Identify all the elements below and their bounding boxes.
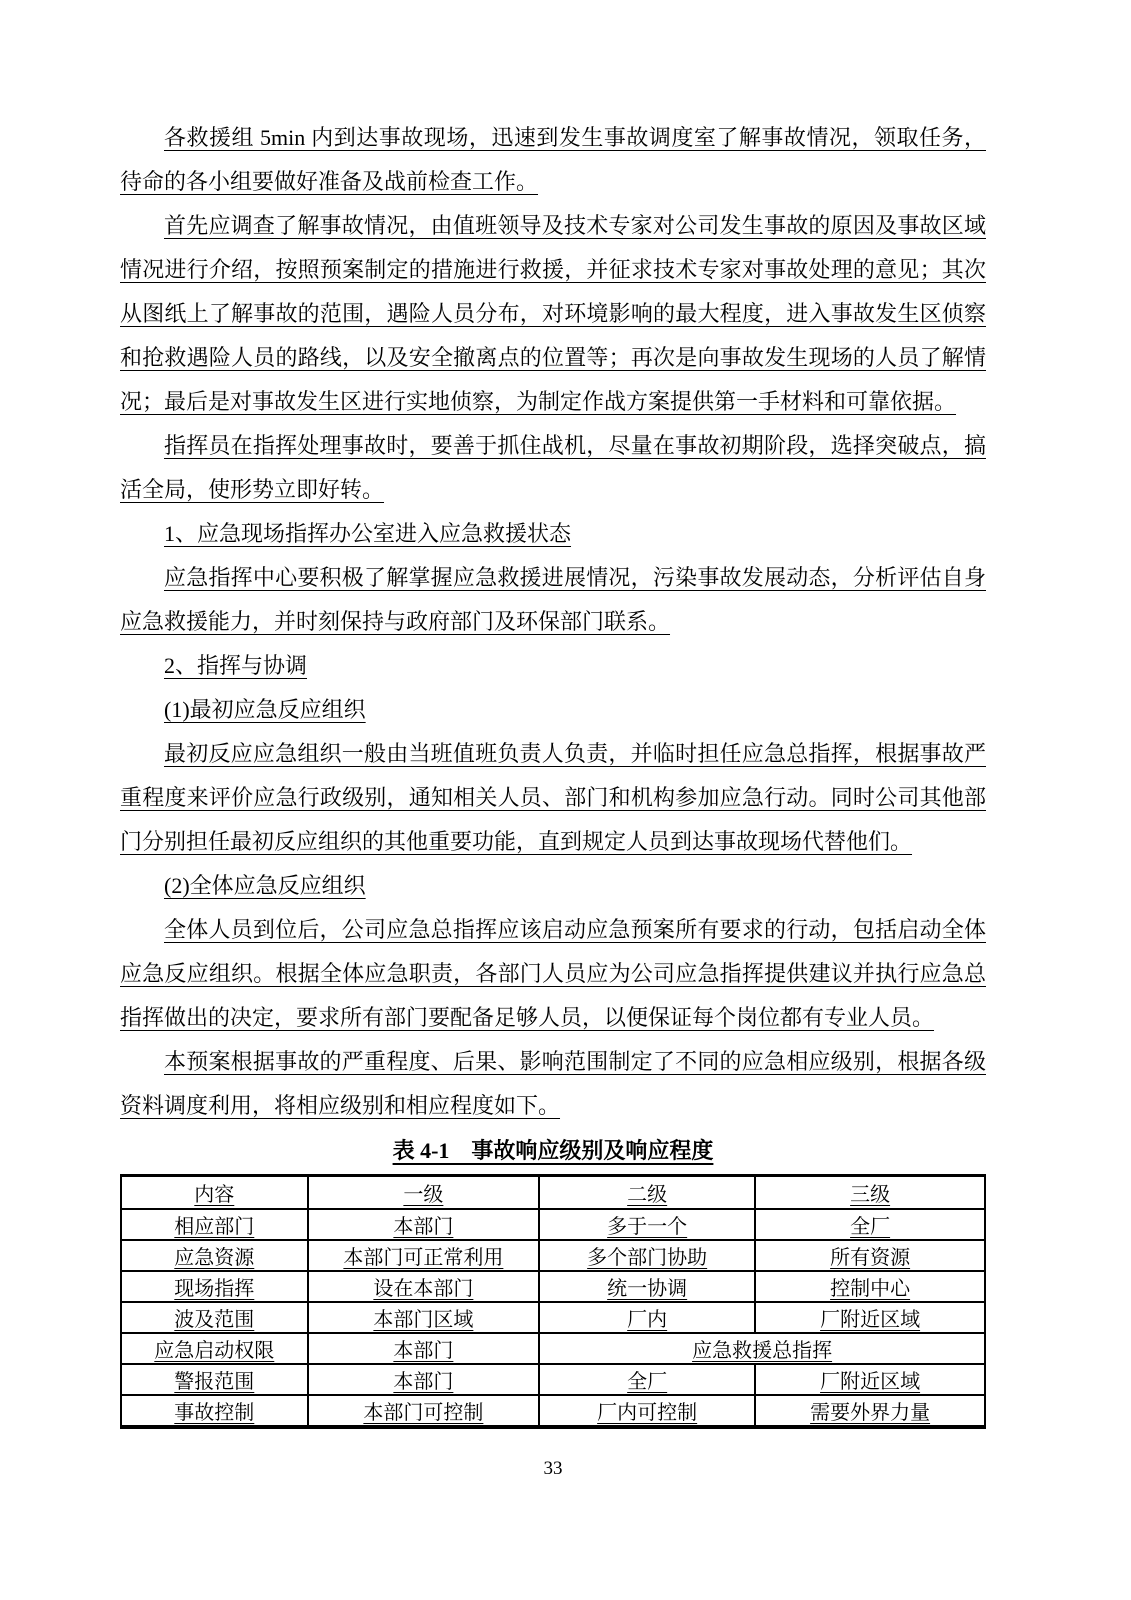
- cell-text: 全厂: [627, 1371, 668, 1393]
- cell-text: 本部门: [393, 1216, 454, 1238]
- cell-text: 本部门: [393, 1371, 454, 1393]
- cell-text: 本部门可正常利用: [343, 1247, 504, 1269]
- table-cell: [308, 1240, 540, 1271]
- cell-text: 应急资源: [174, 1247, 255, 1269]
- table-cell: [121, 1271, 308, 1302]
- table-cell: [121, 1333, 308, 1364]
- header-cell: [308, 1176, 540, 1210]
- table-cell: [308, 1364, 540, 1395]
- document-body: [120, 116, 986, 1481]
- cell-text: 现场指挥: [174, 1278, 255, 1300]
- header-label: 二级: [627, 1184, 668, 1206]
- table-header-row: [121, 1176, 985, 1210]
- table-cell: [755, 1302, 985, 1333]
- header-label: 一级: [403, 1184, 444, 1206]
- section-heading-1: 1、应急现场指挥办公室进入应急救援状态: [164, 521, 572, 546]
- cell-text: 统一协调: [607, 1278, 688, 1300]
- table-cell: [539, 1240, 755, 1271]
- body-paragraph: 首先应调查了解事故情况，由值班领导及技术专家对公司发生事故的原因及事故区域情况进行介绍，按照预案制定的措施进行救援，并征求技术专家对事故处理的意见；其次从图纸上了解事故的范围，遇险人员分布，对环境影响的最大程度，进入事故发生区侦察和抢救遇险人员的路线，以及安全撤离点的位置等；再次是向事故发生现场的人员了解情况；最后是对事故发生区进行实地侦察，为制定作战方案提供第一手材料和可靠依据。: [120, 213, 986, 414]
- table-cell: [121, 1395, 308, 1427]
- response-level-table: [120, 1174, 986, 1429]
- table-cell: [755, 1364, 985, 1395]
- cell-text: 厂内可控制: [597, 1402, 698, 1424]
- cell-text: 所有资源: [830, 1247, 911, 1269]
- cell-text: 多于一个: [607, 1216, 688, 1238]
- table-cell: [121, 1209, 308, 1240]
- table-cell: [121, 1302, 308, 1333]
- table-cell: [755, 1271, 985, 1302]
- cell-text: 厂内: [627, 1309, 668, 1331]
- table-row: [121, 1364, 985, 1395]
- sub-heading-1: (1)最初应急反应组织: [164, 697, 366, 722]
- body-paragraph: 应急指挥中心要积极了解掌握应急救援进展情况，污染事故发展动态，分析评估自身应急救援能力，并时刻保持与政府部门及环保部门联系。: [120, 565, 986, 634]
- cell-text: 厂附近区域: [820, 1309, 921, 1331]
- table-row: [121, 1209, 985, 1240]
- cell-text: 厂附近区域: [820, 1371, 921, 1393]
- cell-text: 事故控制: [174, 1402, 255, 1424]
- cell-text: 全厂: [850, 1216, 891, 1238]
- header-cell: [755, 1176, 985, 1210]
- cell-text: 设在本部门: [373, 1278, 474, 1300]
- cell-text: 本部门区域: [373, 1309, 474, 1331]
- header-cell: [539, 1176, 755, 1210]
- table-cell: [539, 1271, 755, 1302]
- body-paragraph: 各救援组 5min 内到达事故现场，迅速到发生事故调度室了解事故情况，领取任务，待命的各小组要做好准备及战前检查工作。: [120, 125, 986, 194]
- table-caption: [120, 1130, 986, 1172]
- table-cell: [121, 1364, 308, 1395]
- table-cell: [308, 1302, 540, 1333]
- cell-text: 控制中心: [830, 1278, 911, 1300]
- table-cell: [308, 1209, 540, 1240]
- cell-text: 相应部门: [174, 1216, 255, 1238]
- table-cell: [755, 1240, 985, 1271]
- cell-text: 波及范围: [174, 1309, 255, 1331]
- table-cell: [539, 1364, 755, 1395]
- table-cell: [755, 1395, 985, 1427]
- table-cell: [121, 1240, 308, 1271]
- table-cell: [308, 1271, 540, 1302]
- header-label: 内容: [194, 1184, 235, 1206]
- table-row: [121, 1395, 985, 1427]
- section-heading-2: 2、指挥与协调: [164, 653, 308, 678]
- table-cell: [755, 1209, 985, 1240]
- cell-text: 应急救援总指挥: [692, 1340, 833, 1362]
- cell-text: 多个部门协助: [587, 1247, 708, 1269]
- table-caption-text: 表 4-1 事故响应级别及响应程度: [392, 1138, 714, 1163]
- table-row: [121, 1271, 985, 1302]
- table-cell-merged: [539, 1333, 985, 1364]
- table-row-merged: [121, 1333, 985, 1364]
- header-cell: [121, 1176, 308, 1210]
- cell-text: 警报范围: [174, 1371, 255, 1393]
- sub-heading-2: (2)全体应急反应组织: [164, 873, 366, 898]
- table-cell: [308, 1333, 540, 1364]
- cell-text: 需要外界力量: [810, 1402, 931, 1424]
- cell-text: 本部门: [393, 1340, 454, 1362]
- body-paragraph: 最初反应应急组织一般由当班值班负责人负责，并临时担任应急总指挥，根据事故严重程度来评价应急行政级别，通知相关人员、部门和机构参加应急行动。同时公司其他部门分别担任最初反应组织的其他重要功能，直到规定人员到达事故现场代替他们。: [120, 741, 986, 854]
- table-row: [121, 1302, 985, 1333]
- body-paragraph: 全体人员到位后，公司应急总指挥应该启动应急预案所有要求的行动，包括启动全体应急反应组织。根据全体应急职责，各部门人员应为公司应急指挥提供建议并执行应急总指挥做出的决定，要求所有部门要配备足够人员，以便保证每个岗位都有专业人员。: [120, 917, 986, 1030]
- cell-text: 应急启动权限: [154, 1340, 275, 1362]
- header-label: 三级: [850, 1184, 891, 1206]
- table-cell: [539, 1302, 755, 1333]
- table-row: [121, 1240, 985, 1271]
- page-number: 33: [543, 1458, 563, 1479]
- body-paragraph: 本预案根据事故的严重程度、后果、影响范围制定了不同的应急相应级别，根据各级资料调度利用，将相应级别和相应程度如下。: [120, 1049, 986, 1118]
- table-cell: [539, 1395, 755, 1427]
- body-paragraph: 指挥员在指挥处理事故时，要善于抓住战机，尽量在事故初期阶段，选择突破点，搞活全局，使形势立即好转。: [120, 433, 986, 502]
- table-cell: [308, 1395, 540, 1427]
- cell-text: 本部门可控制: [363, 1402, 484, 1424]
- table-cell: [539, 1209, 755, 1240]
